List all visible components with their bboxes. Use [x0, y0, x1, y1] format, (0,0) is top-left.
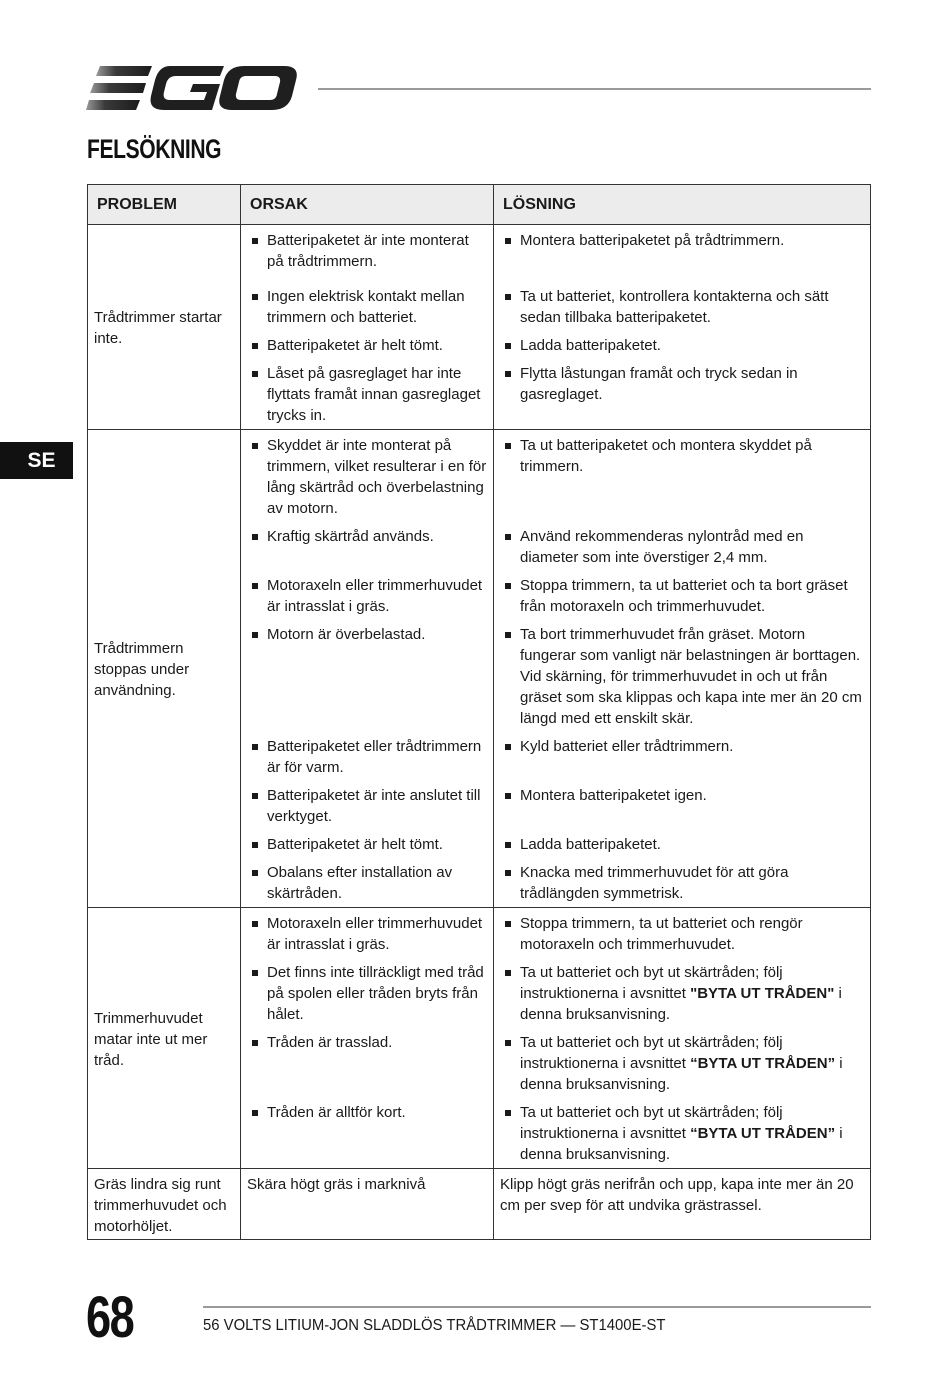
solution-cell: [494, 225, 871, 430]
bullet-icon: [505, 238, 511, 244]
bullet-icon: [505, 744, 511, 750]
bullet-icon: [252, 842, 258, 848]
header-solution: LÖSNING: [494, 185, 871, 225]
header-rule: [318, 88, 871, 90]
problem-cell: [88, 908, 241, 1169]
solution-item: Kyld batteriet eller trådtrimmern.: [500, 736, 864, 778]
bullet-icon: [505, 371, 511, 377]
bullet-icon: [505, 921, 511, 927]
cause-item: Tråden är alltför kort.: [247, 1102, 487, 1123]
bullet-icon: [252, 1040, 258, 1046]
bullet-icon: [505, 583, 511, 589]
bullet-icon: [252, 744, 258, 750]
solution-item: Använd rekommenderas nylontråd med en diameter som inte överstiger 2,4 mm.: [500, 526, 864, 568]
cause-item: Skyddet är inte monterat på trimmern, vilket resulterar i en för lång skärtråd och överbelastning av motorn.: [247, 435, 487, 519]
solution-item: Ta ut batteriet och byt ut skärtråden; följ instruktionerna i avsnittet "BYTA UT TRÅDEN" i denna bruksanvisning.: [500, 962, 864, 1025]
cause-item: Batteripaketet är helt tömt.: [247, 335, 487, 356]
solution-item: Ta ut batteriet och byt ut skärtråden; följ instruktionerna i avsnittet “BYTA UT TRÅDEN” i denna bruksanvisning.: [500, 1032, 864, 1095]
solution-item: Ta ut batteripaketet och montera skyddet på trimmern.: [500, 435, 864, 519]
cause-item: Motorn är överbelastad.: [247, 624, 487, 729]
page-title: FELSÖKNING: [87, 134, 222, 164]
footer-rule: [203, 1306, 871, 1308]
footer-product-title: 56 VOLTS LITIUM-JON SLADDLÖS TRÅDTRIMMER — ST1400E-ST: [203, 1317, 666, 1334]
cause-item: Kraftig skärtråd används.: [247, 526, 487, 568]
problem-text: Trådtrimmer startar inte.: [94, 309, 222, 347]
language-tab: SE: [0, 442, 73, 479]
bullet-icon: [252, 921, 258, 927]
cause-cell: [241, 430, 494, 908]
bullet-icon: [252, 294, 258, 300]
cause-item: Motoraxeln eller trimmerhuvudet är intrasslat i gräs.: [247, 913, 487, 955]
bullet-icon: [505, 970, 511, 976]
cause-item: Ingen elektrisk kontakt mellan trimmern och batteriet.: [247, 286, 487, 328]
solution-item: Ladda batteripaketet.: [500, 335, 864, 356]
solution-item: Ta ut batteriet och byt ut skärtråden; följ instruktionerna i avsnittet “BYTA UT TRÅDEN” i denna bruksanvisning.: [500, 1102, 864, 1165]
troubleshooting-table: [87, 184, 871, 1240]
cause-cell: [241, 225, 494, 430]
problem-cell: [88, 430, 241, 908]
bullet-icon: [252, 583, 258, 589]
solution-text: Klipp högt gräs nerifrån och upp, kapa inte mer än 20 cm per svep för att undvika grästrassel.: [500, 1176, 854, 1214]
bullet-icon: [505, 1040, 511, 1046]
cause-text: Skära högt gräs i marknivå: [247, 1176, 426, 1193]
table-row: [88, 1169, 871, 1240]
cause-cell: [241, 908, 494, 1169]
bullet-icon: [252, 970, 258, 976]
bullet-icon: [505, 870, 511, 876]
cause-item: Det finns inte tillräckligt med tråd på spolen eller tråden bryts från hålet.: [247, 962, 487, 1025]
bullet-icon: [505, 632, 511, 638]
solution-cell: [494, 430, 871, 908]
bullet-icon: [252, 632, 258, 638]
cause-item: Obalans efter installation av skärtråden.: [247, 862, 487, 904]
bullet-icon: [252, 343, 258, 349]
cause-item: Motoraxeln eller trimmerhuvudet är intrasslat i gräs.: [247, 575, 487, 617]
table-row: [88, 225, 871, 430]
bullet-icon: [252, 443, 258, 449]
bullet-icon: [505, 443, 511, 449]
bullet-icon: [505, 534, 511, 540]
cause-item: Låset på gasreglaget har inte flyttats framåt innan gasreglaget trycks in.: [247, 363, 487, 426]
solution-item: Ta ut batteriet, kontrollera kontakterna och sätt sedan tillbaka batteripaketet.: [500, 286, 864, 328]
bullet-icon: [252, 238, 258, 244]
solution-cell: [494, 908, 871, 1169]
solution-item: Ladda batteripaketet.: [500, 834, 864, 855]
bullet-icon: [505, 343, 511, 349]
table-row: [88, 430, 871, 908]
bullet-icon: [505, 842, 511, 848]
bullet-icon: [252, 870, 258, 876]
table-row: [88, 908, 871, 1169]
bullet-icon: [252, 534, 258, 540]
bullet-icon: [505, 793, 511, 799]
cause-item: Batteripaketet är helt tömt.: [247, 834, 487, 855]
solution-item: Montera batteripaketet på trådtrimmern.: [500, 230, 864, 279]
cause-item: Batteripaketet är inte monterat på trådtrimmern.: [247, 230, 487, 279]
problem-text: Trimmerhuvudet matar inte ut mer tråd.: [94, 1009, 208, 1069]
cause-item: Batteripaketet är inte anslutet till verktyget.: [247, 785, 487, 827]
solution-item: Stoppa trimmern, ta ut batteriet och rengör motoraxeln och trimmerhuvudet.: [500, 913, 864, 955]
bullet-icon: [252, 371, 258, 377]
header-cause: ORSAK: [241, 185, 494, 225]
solution-item: Knacka med trimmerhuvudet för att göra trådlängden symmetrisk.: [500, 862, 864, 904]
problem-text: Gräs lindra sig runt trimmerhuvudet och motorhöljet.: [94, 1176, 227, 1235]
problem-cell: [88, 225, 241, 430]
cause-item: Batteripaketet eller trådtrimmern är för varm.: [247, 736, 487, 778]
solution-item: Montera batteripaketet igen.: [500, 785, 864, 827]
bullet-icon: [252, 793, 258, 799]
bullet-icon: [252, 1110, 258, 1116]
solution-item: Stoppa trimmern, ta ut batteriet och ta bort gräset från motoraxeln och trimmerhuvudet.: [500, 575, 864, 617]
page-number: 68: [86, 1285, 134, 1350]
solution-cell: [494, 1169, 871, 1240]
solution-item: Flytta låstungan framåt och tryck sedan in gasreglaget.: [500, 363, 864, 405]
cause-cell: [241, 1169, 494, 1240]
solution-item: Ta bort trimmerhuvudet från gräset. Motorn fungerar som vanligt när belastningen är borttagen. Vid skärning, för trimmerhuvudet in och ut från gräset som ska klippas och kapa inte mer än 20 cm längd med ett enskilt skär.: [500, 624, 864, 729]
bullet-icon: [505, 1110, 511, 1116]
bullet-icon: [505, 294, 511, 300]
ego-logo: [86, 62, 298, 114]
header-problem: PROBLEM: [88, 185, 241, 225]
problem-cell: [88, 1169, 241, 1240]
problem-text: Trådtrimmern stoppas under användning.: [94, 640, 190, 699]
table-header-row: [88, 185, 871, 225]
cause-item: Tråden är trasslad.: [247, 1032, 487, 1095]
